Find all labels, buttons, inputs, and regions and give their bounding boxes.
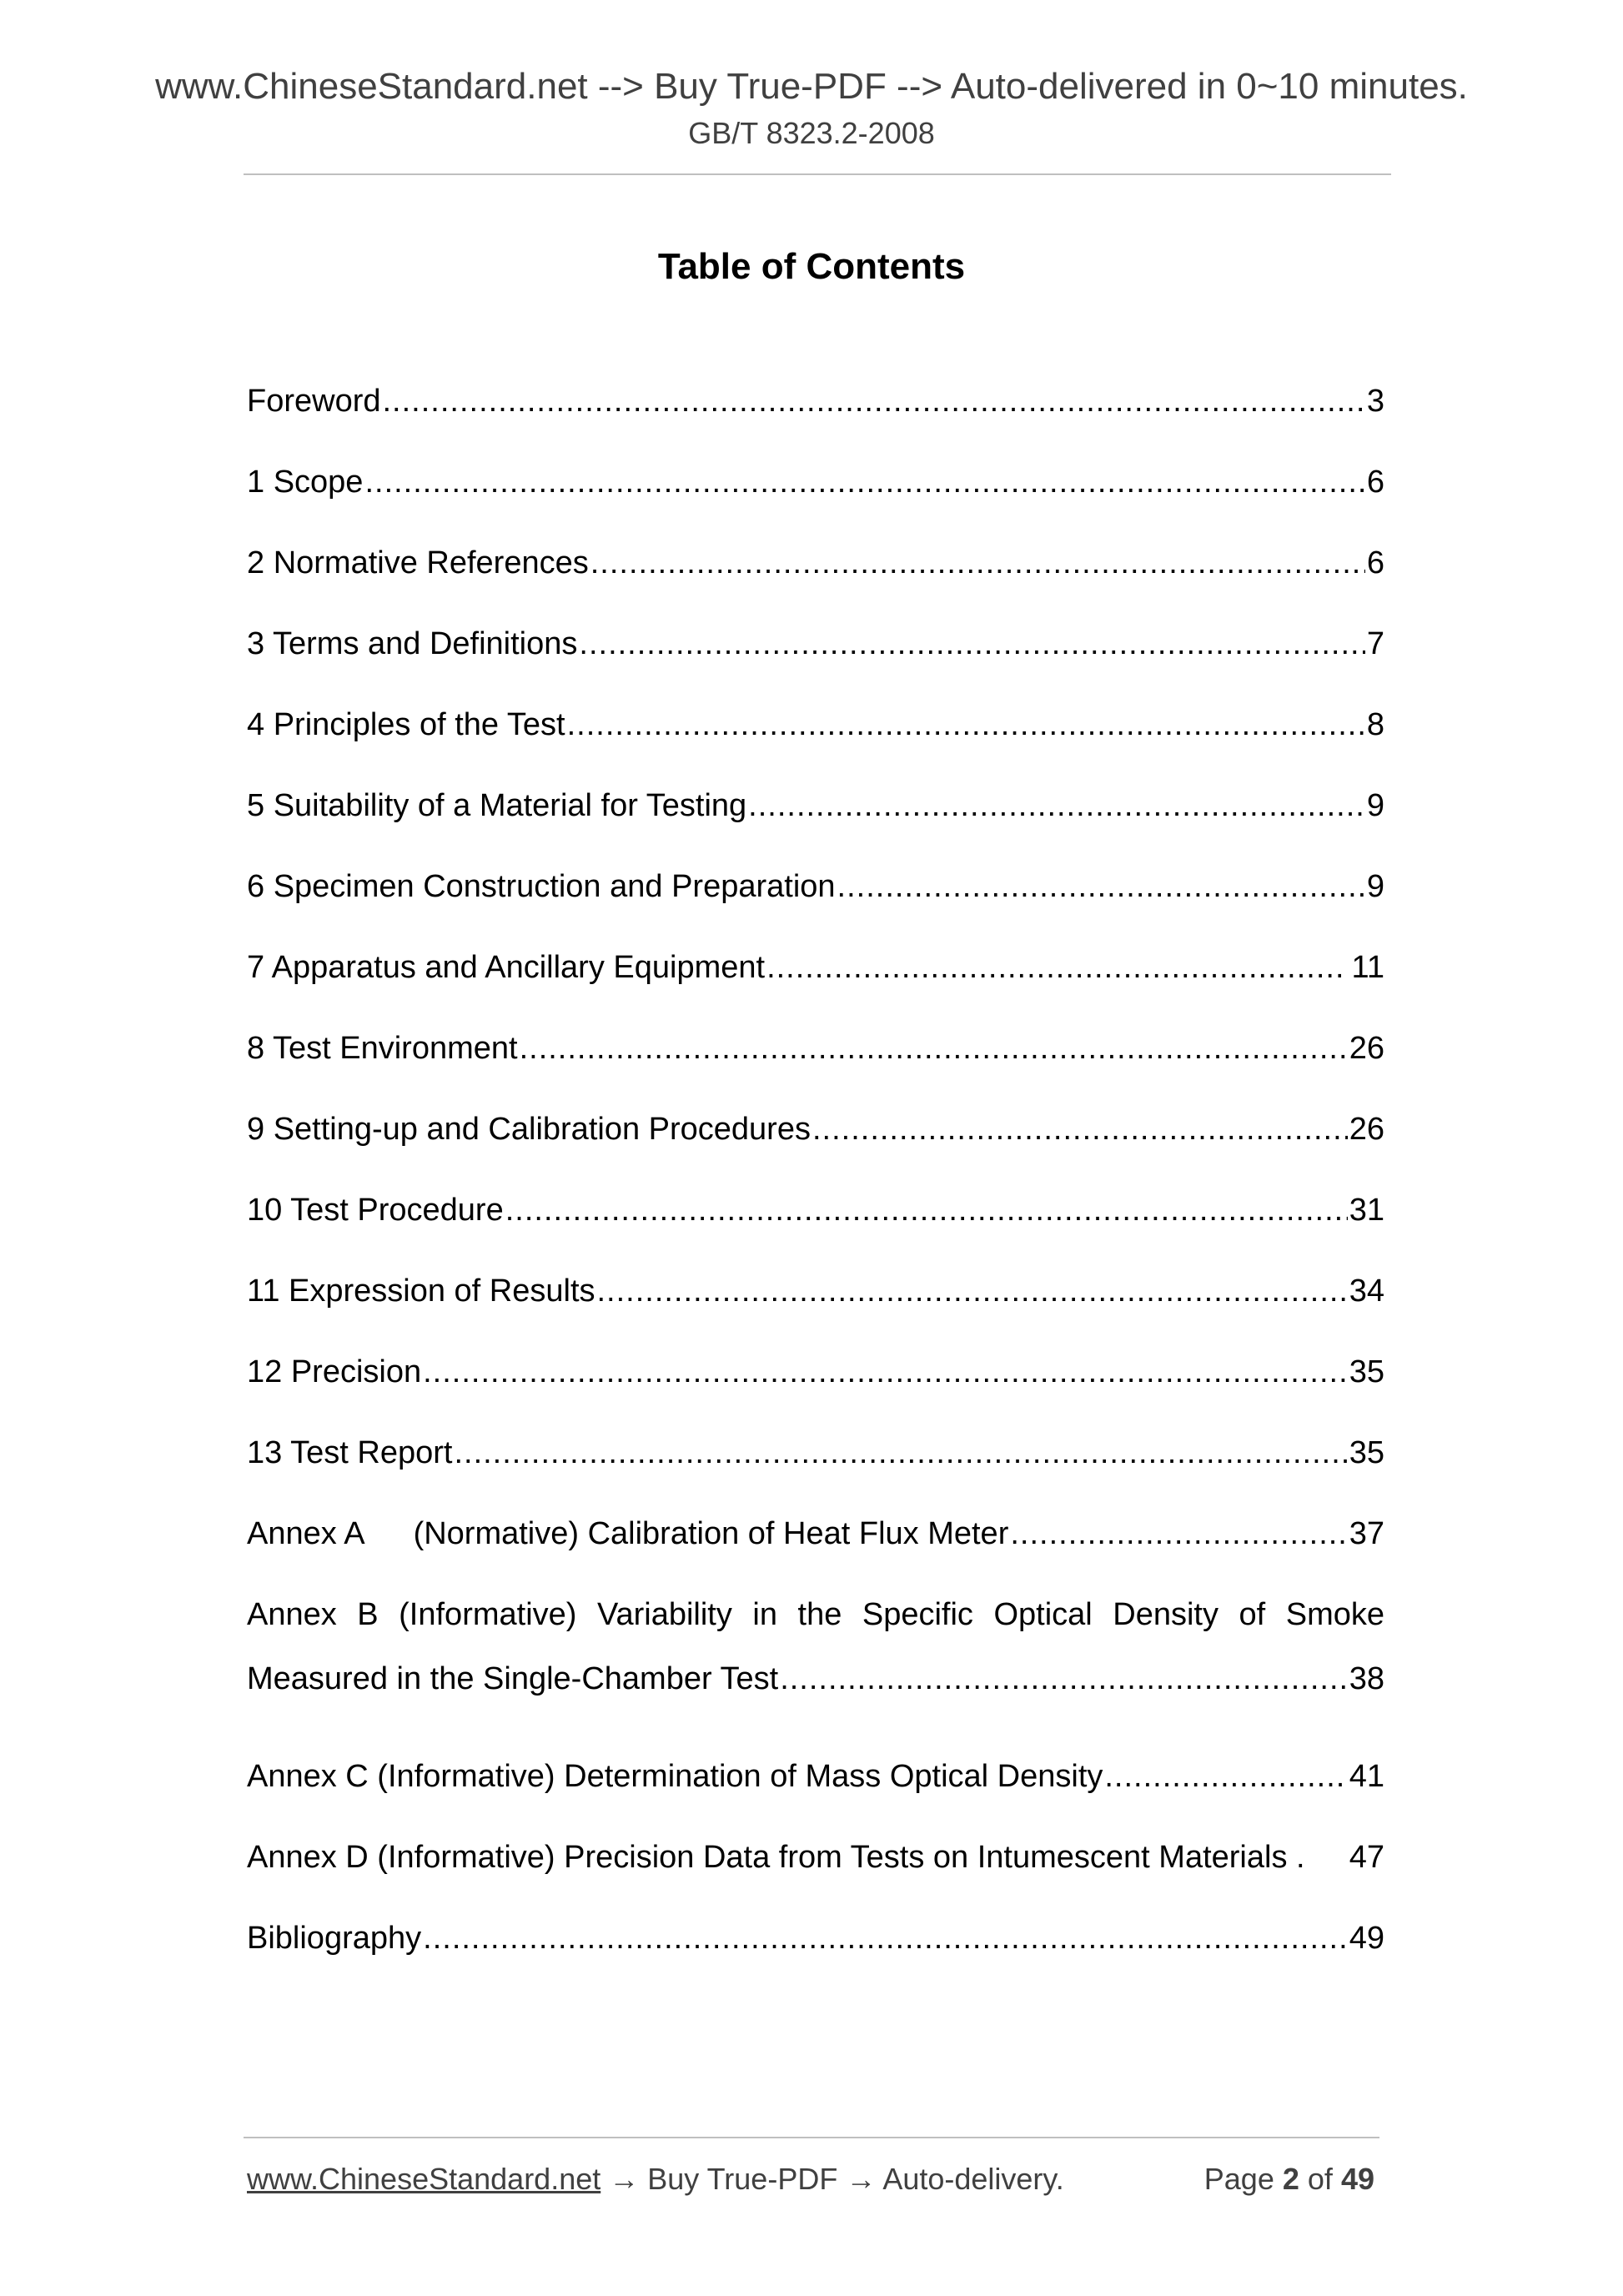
- toc-page-number: 31: [1349, 1193, 1384, 1228]
- toc-page-number: 11: [1342, 950, 1384, 985]
- toc-label: [247, 1513, 1008, 1555]
- toc-label: Annex D (Informative) Precision Data from Tests on Intumescent Materials .: [247, 1840, 1305, 1875]
- standard-code: GB/T 8323.2-2008: [688, 116, 935, 150]
- toc-entry-suitability[interactable]: [247, 785, 1384, 866]
- toc-label: 11 Expression of Results: [247, 1274, 595, 1309]
- toc-page-number: 38: [1349, 1661, 1384, 1696]
- toc-page-number: 47: [1349, 1840, 1384, 1875]
- page-word: Page: [1203, 2162, 1274, 2196]
- footer-website-link[interactable]: www.ChineseStandard.net: [247, 2162, 601, 2196]
- footer-page-indicator: [1204, 2158, 1374, 2200]
- header-divider: [244, 173, 1391, 175]
- toc-leader: [780, 1658, 1348, 1700]
- toc-entry-foreword[interactable]: [247, 380, 1384, 461]
- total-pages-number: 49: [1340, 2162, 1374, 2196]
- toc-entry-principles[interactable]: [247, 704, 1384, 785]
- toc-leader: [748, 785, 1365, 826]
- toc-entry-scope[interactable]: [247, 461, 1384, 542]
- toc-page-number: 9: [1366, 869, 1384, 904]
- toc-leader: [579, 623, 1364, 665]
- toc-entry-test-procedure[interactable]: [247, 1189, 1384, 1270]
- footer-divider: [244, 2137, 1379, 2138]
- toc-entry-terms-definitions[interactable]: [247, 623, 1384, 704]
- toc-label: 4 Principles of the Test: [247, 707, 565, 742]
- toc-page-number: 8: [1366, 707, 1384, 742]
- toc-leader: [423, 1351, 1348, 1393]
- toc-entry-test-report[interactable]: [247, 1432, 1384, 1513]
- toc-label: Measured in the Single-Chamber Test: [247, 1661, 779, 1696]
- toc-entry-normative-references[interactable]: [247, 542, 1384, 623]
- toc-label: 10 Test Procedure: [247, 1193, 504, 1228]
- toc-label: 1 Scope: [247, 465, 364, 500]
- toc-label: 8 Test Environment: [247, 1031, 518, 1066]
- toc-page-number: 37: [1349, 1516, 1384, 1551]
- annex-number: Annex A: [247, 1516, 365, 1551]
- toc-page-number: 26: [1349, 1112, 1384, 1147]
- toc-page-number: 49: [1349, 1921, 1384, 1956]
- toc-entry-apparatus[interactable]: [247, 947, 1384, 1027]
- header-banner: www.ChineseStandard.net --> Buy True-PDF --> Auto-delivered in 0~10 minutes.: [155, 66, 1468, 107]
- toc-page-number: 35: [1349, 1435, 1384, 1470]
- toc-entry-precision[interactable]: [247, 1351, 1384, 1432]
- toc-entry-expression-results[interactable]: [247, 1270, 1384, 1351]
- toc-leader: [597, 1270, 1348, 1312]
- current-page-number: 2: [1282, 2162, 1299, 2196]
- toc-leader: [766, 947, 1341, 988]
- toc-page-number: 6: [1366, 465, 1384, 500]
- page-footer: [247, 2158, 1381, 2200]
- toc-entry-annex-d[interactable]: [247, 1836, 1384, 1917]
- toc-entry-annex-c[interactable]: [247, 1756, 1384, 1836]
- toc-entry-bibliography[interactable]: [247, 1917, 1384, 1998]
- toc-leader: [454, 1432, 1347, 1474]
- annex-title: (Normative) Calibration of Heat Flux Meter: [413, 1516, 1009, 1551]
- toc-leader: [567, 704, 1365, 746]
- toc-leader: [837, 866, 1365, 907]
- toc-entry-test-environment[interactable]: [247, 1027, 1384, 1108]
- of-word: of: [1307, 2162, 1333, 2196]
- footer-tagline: → Buy True-PDF → Auto-delivery.: [600, 2162, 1064, 2196]
- toc-page-number: 9: [1366, 788, 1384, 823]
- toc-leader: [383, 380, 1365, 422]
- toc-leader: [1104, 1756, 1347, 1797]
- toc-leader: [505, 1189, 1348, 1231]
- toc-entry-annex-b[interactable]: [247, 1594, 1384, 1756]
- toc-page-number: 7: [1366, 626, 1384, 661]
- toc-label: Annex C (Informative) Determination of Mass Optical Density: [247, 1759, 1103, 1794]
- toc-page-number: 6: [1366, 545, 1384, 580]
- toc-label: 5 Suitability of a Material for Testing: [247, 788, 747, 823]
- toc-label: 7 Apparatus and Ancillary Equipment: [247, 950, 766, 985]
- toc-entry-annex-a[interactable]: [247, 1513, 1384, 1594]
- toc-page-number: 35: [1349, 1354, 1384, 1389]
- toc-page-number: 3: [1366, 384, 1384, 419]
- toc-leader: [812, 1108, 1348, 1150]
- toc-label: 12 Precision: [247, 1354, 422, 1389]
- toc-page-number: 34: [1349, 1274, 1384, 1309]
- toc-page-number: 41: [1349, 1759, 1384, 1794]
- toc-label: 3 Terms and Definitions: [247, 626, 578, 661]
- toc-label: 2 Normative References: [247, 545, 589, 580]
- toc-list: [247, 380, 1384, 1998]
- toc-label: 6 Specimen Construction and Preparation: [247, 869, 836, 904]
- toc-entry-calibration[interactable]: [247, 1108, 1384, 1189]
- toc-label: 13 Test Report: [247, 1435, 453, 1470]
- toc-label: Bibliography: [247, 1921, 422, 1956]
- toc-label-line2-row: [247, 1658, 1384, 1756]
- toc-label: 9 Setting-up and Calibration Procedures: [247, 1112, 811, 1147]
- toc-entry-specimen[interactable]: [247, 866, 1384, 947]
- toc-leader: [520, 1027, 1348, 1069]
- toc-page-number: 26: [1349, 1031, 1384, 1066]
- toc-label: Foreword: [247, 384, 381, 419]
- toc-leader: [590, 542, 1365, 584]
- toc-leader: [1010, 1513, 1347, 1555]
- toc-leader: [423, 1917, 1348, 1959]
- page-title: Table of Contents: [657, 246, 966, 287]
- toc-leader: [364, 461, 1364, 503]
- toc-label-line1: Annex B (Informative) Variability in the Specific Optical Density of Smoke: [247, 1597, 1384, 1632]
